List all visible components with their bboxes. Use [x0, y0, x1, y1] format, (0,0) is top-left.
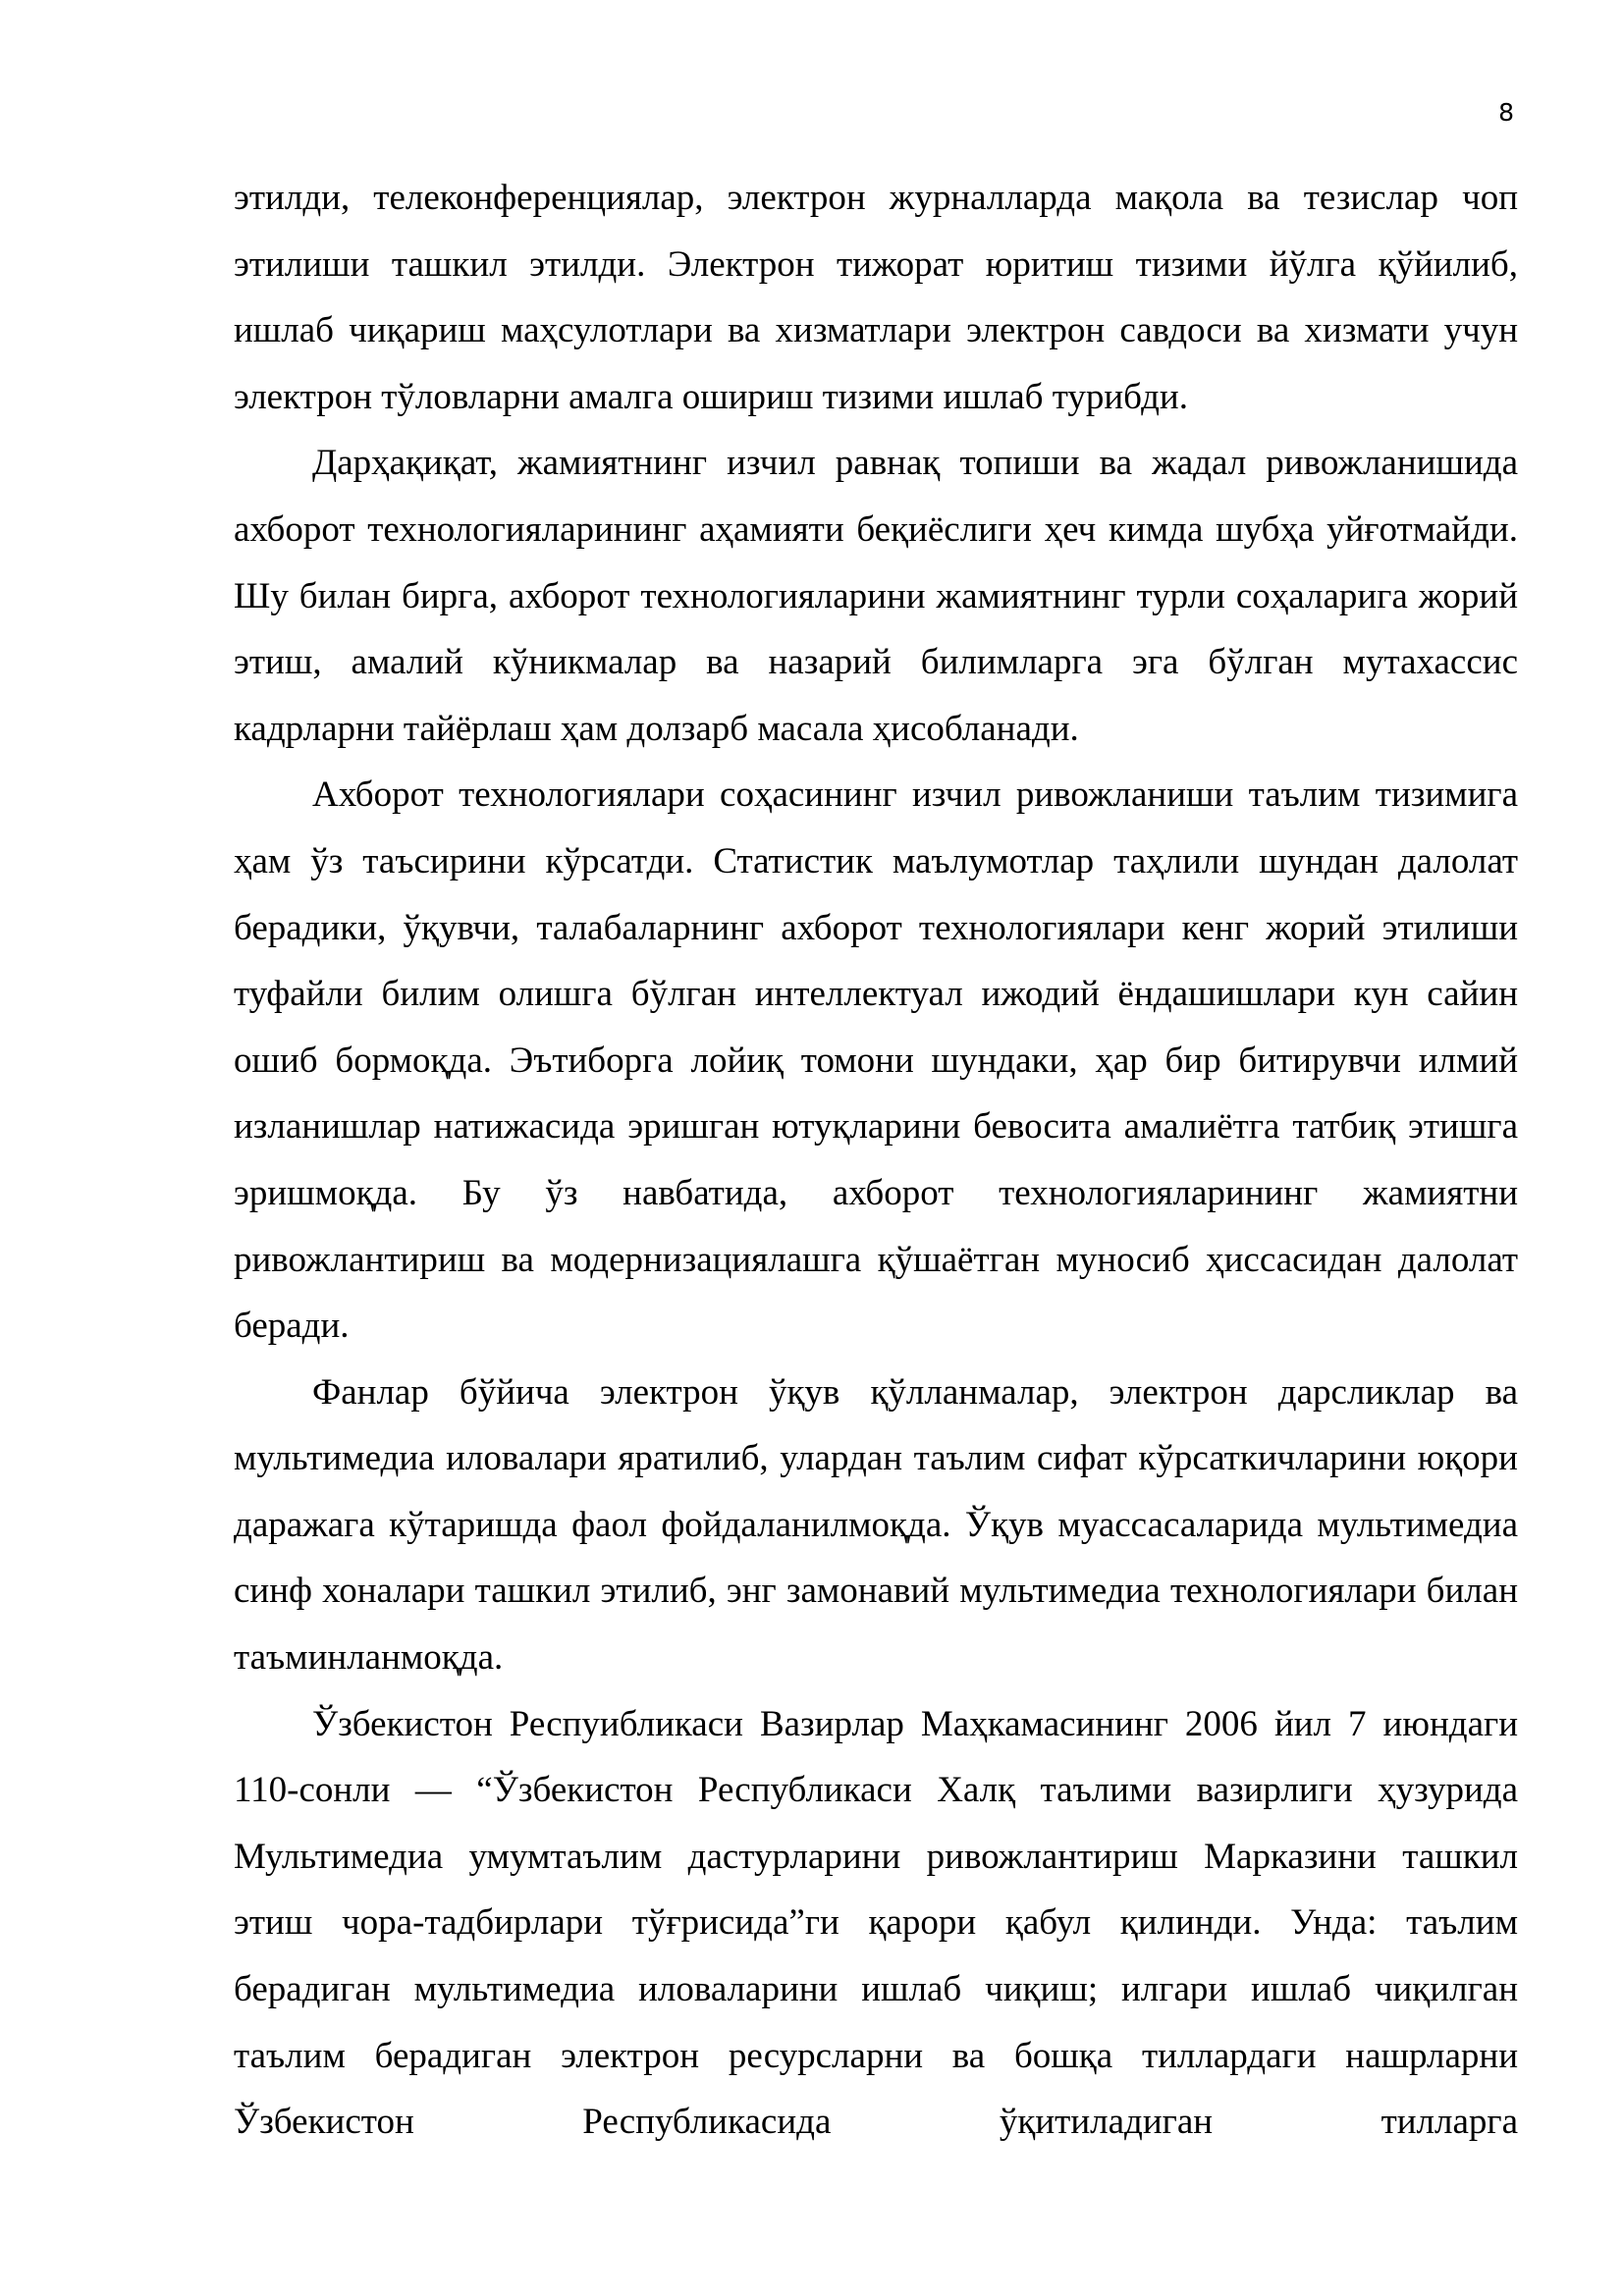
paragraph-4: Фанлар бўйича электрон ўқув қўлланмалар, электрон дарсликлар ва мультимедиа иловалари яратилиб, улардан таълим сифат кўрсаткичларини юқори даражага кўтаришда фаол фойдаланилмоқда. Ўқув муассасаларида мультимедиа синф хоналари ташкил этилиб, энг замонавий мультимедиа технологиялари билан таъминланмоқда. — [234, 1371, 1518, 1679]
paragraph-2: Дарҳақиқат, жамиятнинг изчил равнақ топиши ва жадал ривожланишида ахборот технологияларининг аҳамияти беқиёслиги ҳеч кимда шубҳа уйғотмайди. Шу билан бирга, ахборот технологияларини жамиятнинг турли соҳаларига жорий этиш, амалий кўникмалар ва назарий билимларга эга бўлган мутахассис кадрларни тайёрлаш ҳам долзарб масала ҳисобланади. — [234, 443, 1518, 749]
page-number: 8 — [1498, 98, 1514, 127]
paragraph-5: Ўзбекистон Респуибликаси Вазирлар Маҳкамасининг 2006 йил 7 июндаги 110-сонли — “Ўзбекистон Республикаси Халқ таълими вазирлиги ҳузурида Мультимедиа умумтаълим дастурларини ривожлантириш Марказини ташкил этиш чора-тадбирлари тўғрисида”ги қарори қабул қилинди. Унда: таълим берадиган мультимедиа иловаларини ишлаб чиқиш; илгари ишлаб чиқилган таълим берадиган электрон ресурсларни ва бошқа тиллардаги нашрларни Ўзбекистон Республикасида ўқитиладиган тилларга — [234, 1703, 1518, 2143]
body-text — [234, 165, 1518, 2156]
paragraph-3: Ахборот технологиялари соҳасининг изчил ривожланиши таълим тизимига ҳам ўз таъсирини кўрсатди. Статистик маълумотлар таҳлили шундан далолат берадики, ўқувчи, талабаларнинг ахборот технологиялари кенг жорий этилиши туфайли билим олишга бўлган интеллектуал ижодий ёндашишлари кун сайин ошиб бормоқда. Эътиборга лойиқ томони шундаки, ҳар бир битирувчи илмий изланишлар натижасида эришган ютуқларини бевосита амалиётга татбиқ этишга эришмоқда. Бу ўз навбатида, ахборот технологияларининг жамиятни ривожлантириш ва модернизациялашга қўшаётган муносиб ҳиссасидан далолат беради. — [234, 774, 1518, 1347]
paragraph-1: этилди, телеконференциялар, электрон журналларда мақола ва тезислар чоп этилиши ташкил этилди. Электрон тижорат юритиш тизими йўлга қўйилиб, ишлаб чиқариш маҳсулотлари ва хизматлари электрон савдоси ва хизмати учун электрон тўловларни амалга ошириш тизими ишлаб турибди. — [234, 178, 1518, 417]
